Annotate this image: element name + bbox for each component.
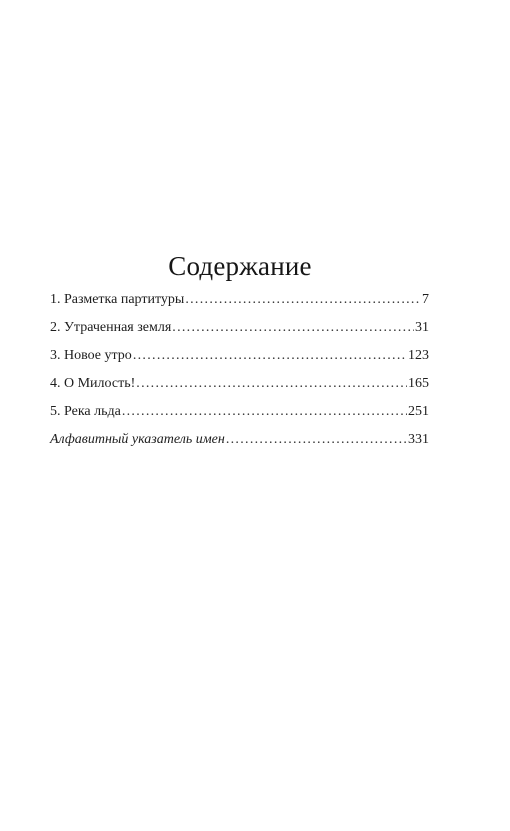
dot-leader <box>185 291 421 309</box>
table-of-contents <box>50 291 429 459</box>
toc-entry-label: 4. О Милость! <box>50 376 136 391</box>
toc-entry-index[interactable] <box>50 431 429 459</box>
toc-entry-3[interactable] <box>50 347 429 375</box>
toc-entry-2[interactable] <box>50 319 429 347</box>
toc-entry-label: 1. Разметка партитуры <box>50 292 185 307</box>
dot-leader <box>136 375 407 393</box>
toc-entry-page-number: 331 <box>408 432 429 447</box>
dot-leader <box>226 431 407 449</box>
toc-entry-page-number: 251 <box>408 404 429 419</box>
toc-entry-label: 5. Река льда <box>50 404 121 419</box>
toc-entry-page-number: 31 <box>415 320 429 335</box>
toc-entry-5[interactable] <box>50 403 429 431</box>
toc-entry-label: 2. Утраченная земля <box>50 320 172 335</box>
toc-heading: Содержание <box>168 251 312 281</box>
dot-leader <box>172 319 414 337</box>
toc-entry-page-number: 165 <box>408 376 429 391</box>
dot-leader <box>122 403 407 421</box>
dot-leader <box>133 347 407 365</box>
toc-entry-page-number: 7 <box>422 292 429 307</box>
toc-entry-4[interactable] <box>50 375 429 403</box>
toc-entry-label: 3. Новое утро <box>50 348 132 363</box>
toc-entry-1[interactable] <box>50 291 429 319</box>
toc-entry-page-number: 123 <box>408 348 429 363</box>
toc-entry-label: Алфавитный указатель имен <box>50 432 225 447</box>
